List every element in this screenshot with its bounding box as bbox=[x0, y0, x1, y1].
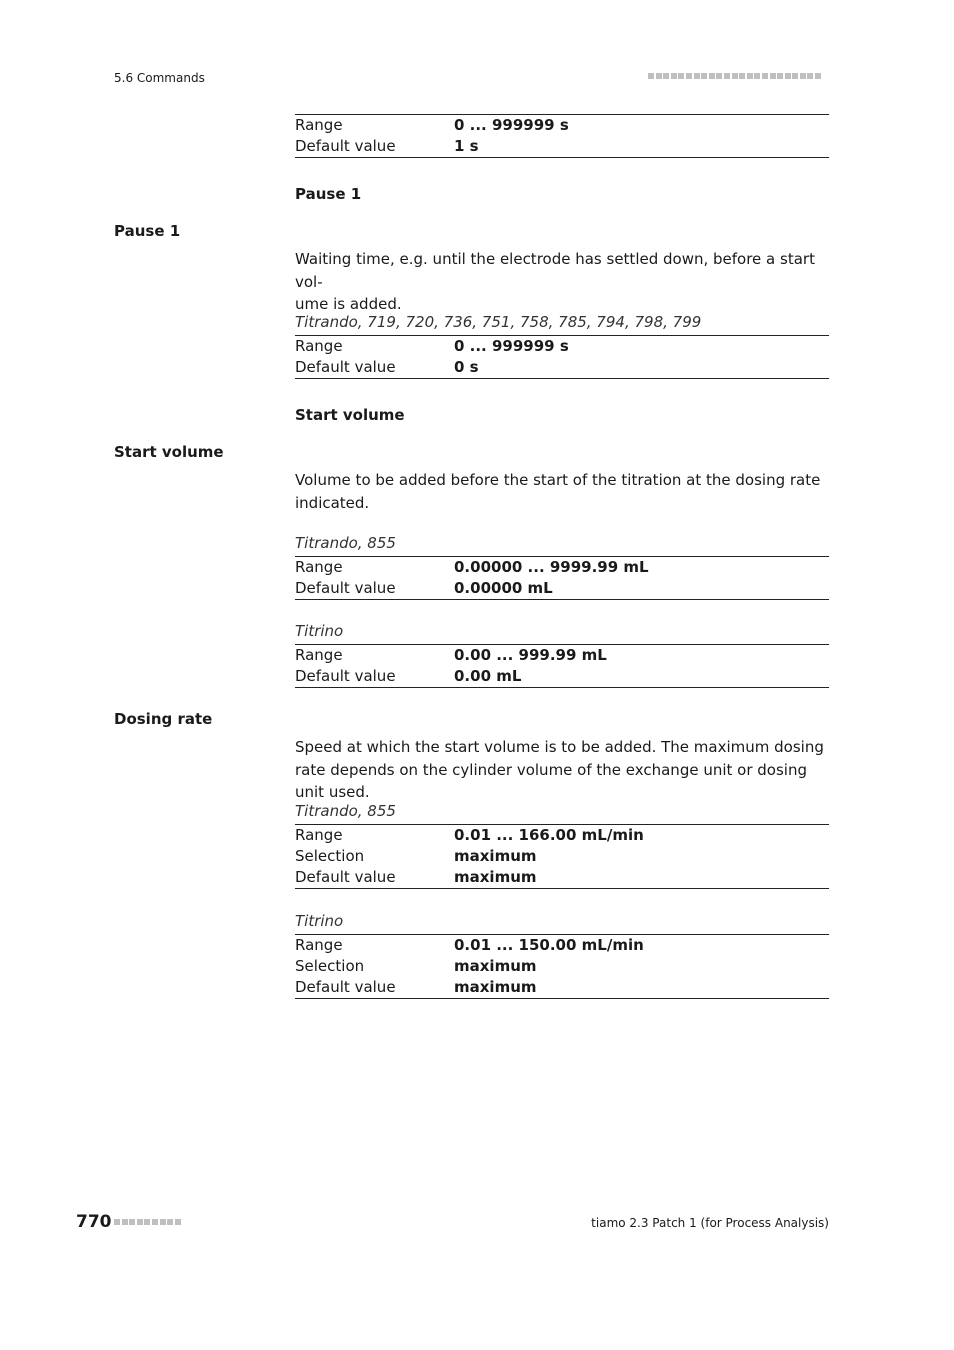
page-number: 770 bbox=[76, 1212, 112, 1232]
start-volume-table-1 bbox=[295, 556, 829, 600]
start-volume-table-2 bbox=[295, 644, 829, 688]
dosing-rate-table-1 bbox=[295, 824, 829, 889]
dosing-rate-caption-2: Titrino bbox=[295, 912, 344, 930]
param-key: Range bbox=[295, 936, 343, 954]
param-value: 0.00000 ... 9999.99 mL bbox=[454, 558, 649, 576]
param-key: Default value bbox=[295, 579, 396, 597]
table-row bbox=[295, 846, 829, 867]
param-key: Range bbox=[295, 337, 343, 355]
footer-decoration bbox=[114, 1219, 184, 1228]
param-value: 0 ... 999999 s bbox=[454, 337, 569, 355]
param-value: 0.00 ... 999.99 mL bbox=[454, 646, 607, 664]
param-value: 1 s bbox=[454, 137, 479, 155]
param-key: Default value bbox=[295, 137, 396, 155]
table-row bbox=[295, 825, 829, 847]
param-key: Default value bbox=[295, 358, 396, 376]
dosing-rate-table-2 bbox=[295, 934, 829, 999]
dosing-rate-description: Speed at which the start volume is to be added. The maximum dosing rate depends on the cylinder volume of the exchange unit or dosing unit used. bbox=[295, 738, 824, 801]
pause-parameter-table bbox=[295, 335, 829, 379]
start-volume-subheading: Start volume bbox=[295, 406, 405, 424]
pause-description: Waiting time, e.g. until the electrode has settled down, before a start vol- ume is added. bbox=[295, 250, 815, 313]
param-key: Default value bbox=[295, 978, 396, 996]
pause-side-label: Pause 1 bbox=[114, 222, 181, 240]
table-row bbox=[295, 578, 829, 600]
param-key: Range bbox=[295, 826, 343, 844]
dosing-rate-side-label: Dosing rate bbox=[114, 710, 213, 728]
table-row bbox=[295, 666, 829, 688]
table-row bbox=[295, 115, 829, 137]
table-row bbox=[295, 977, 829, 999]
param-value: maximum bbox=[454, 978, 537, 996]
section-header: 5.6 Commands bbox=[114, 71, 205, 85]
param-value: 0.01 ... 166.00 mL/min bbox=[454, 826, 644, 844]
start-volume-description: Volume to be added before the start of the titration at the dosing rate indicated. bbox=[295, 471, 821, 512]
param-value: 0 ... 999999 s bbox=[454, 116, 569, 134]
table-row bbox=[295, 956, 829, 977]
table-row bbox=[295, 136, 829, 158]
table-row bbox=[295, 867, 829, 889]
param-key: Range bbox=[295, 116, 343, 134]
param-key: Default value bbox=[295, 868, 396, 886]
top-parameter-table bbox=[295, 114, 829, 158]
param-key: Range bbox=[295, 646, 343, 664]
table-row bbox=[295, 557, 829, 579]
dosing-rate-caption-1: Titrando, 855 bbox=[295, 802, 396, 820]
start-volume-caption-2: Titrino bbox=[295, 622, 344, 640]
header-decoration bbox=[648, 73, 829, 82]
param-value: maximum bbox=[454, 847, 537, 865]
param-key: Default value bbox=[295, 667, 396, 685]
pause-subheading: Pause 1 bbox=[295, 185, 362, 203]
param-value: maximum bbox=[454, 957, 537, 975]
table-row bbox=[295, 935, 829, 957]
param-key: Selection bbox=[295, 847, 365, 865]
param-value: 0.00000 mL bbox=[454, 579, 553, 597]
start-volume-caption-1: Titrando, 855 bbox=[295, 534, 396, 552]
param-value: 0.01 ... 150.00 mL/min bbox=[454, 936, 644, 954]
pause-caption: Titrando, 719, 720, 736, 751, 758, 785, 794, 798, 799 bbox=[295, 313, 702, 331]
param-key: Range bbox=[295, 558, 343, 576]
param-key: Selection bbox=[295, 957, 365, 975]
table-row bbox=[295, 336, 829, 358]
start-volume-side-label: Start volume bbox=[114, 443, 224, 461]
param-value: maximum bbox=[454, 868, 537, 886]
product-footer: tiamo 2.3 Patch 1 (for Process Analysis) bbox=[591, 1216, 829, 1230]
table-row bbox=[295, 357, 829, 379]
param-value: 0.00 mL bbox=[454, 667, 522, 685]
table-row bbox=[295, 645, 829, 667]
param-value: 0 s bbox=[454, 358, 479, 376]
